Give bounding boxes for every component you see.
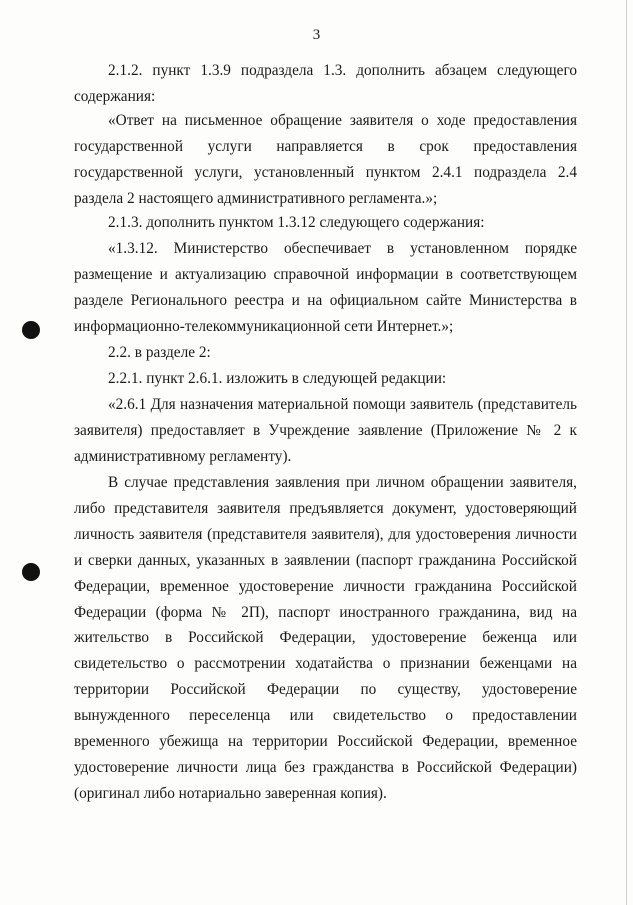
paragraph-2-2-1 — [74, 366, 577, 392]
paragraph-text: 2.1.2. пункт 1.3.9 подраздела 1.3. дополнить абзацем следующего содержания: — [74, 62, 577, 105]
page-number: 3 — [312, 27, 321, 43]
paragraph-text: «2.6.1 Для назначения материальной помощи заявитель (представитель заявителя) предоставляет в Учреждение заявление (Приложение № 2 к административному регламенту). — [74, 396, 577, 465]
paragraph-text: «1.3.12. Министерство обеспечивает в установленном порядке размещение и актуализацию справочной информации в соответствующем разделе Регионального реестра и на официальном сайте Министерства в информационно-телекоммуникационной сети Интернет.»; — [74, 240, 577, 335]
page-edge-line — [626, 0, 627, 905]
paragraph-quote-1-3-12 — [74, 236, 577, 340]
paragraph-quote-1-3-9 — [74, 108, 577, 212]
paragraph-text: 2.2.1. пункт 2.6.1. изложить в следующей редакции: — [108, 370, 447, 387]
paragraph-2-1-2 — [74, 58, 577, 110]
paragraph-2-2 — [74, 340, 577, 366]
paragraph-text: В случае представления заявления при личном обращении заявителя, либо представителя заявителя предъявляется документ, удостоверяющий личность заявителя (представителя заявителя), для удостоверения личности и сверки данных, указанных в заявлении (паспорт гражданина Российской Федерации, временное удостоверение личности гражданина Российской Федерации (форма № 2П), паспорт иностранного гражданина, вид на жительство в Российской Федерации, удостоверение беженца или свидетельство о рассмотрении ходатайства о признании беженцами на территории Российской Федерации по существу, удостоверение вынужденного переселенца или свидетельство о предоставлении временного убежища на территории Российской Федерации, временное удостоверение личности лица без гражданства в Российской Федерации) (оригинал либо нотариально заверенная копия). — [74, 474, 577, 802]
paragraph-quote-2-6-1 — [74, 392, 577, 470]
paragraph-identity-documents — [74, 470, 577, 807]
paragraph-text: 2.2. в разделе 2: — [108, 344, 211, 361]
paragraph-text: «Ответ на письменное обращение заявителя о ходе предоставления государственной услуги направляется в срок предоставления государственной услуги, установленный пунктом 2.4.1 подраздела 2.4 раздела 2 настоящего административного регламента.»; — [74, 112, 577, 207]
paragraph-2-1-3 — [74, 210, 577, 236]
punch-hole-bottom — [22, 563, 40, 581]
paragraph-text: 2.1.3. дополнить пунктом 1.3.12 следующего содержания: — [108, 214, 485, 231]
punch-hole-top — [22, 321, 40, 339]
